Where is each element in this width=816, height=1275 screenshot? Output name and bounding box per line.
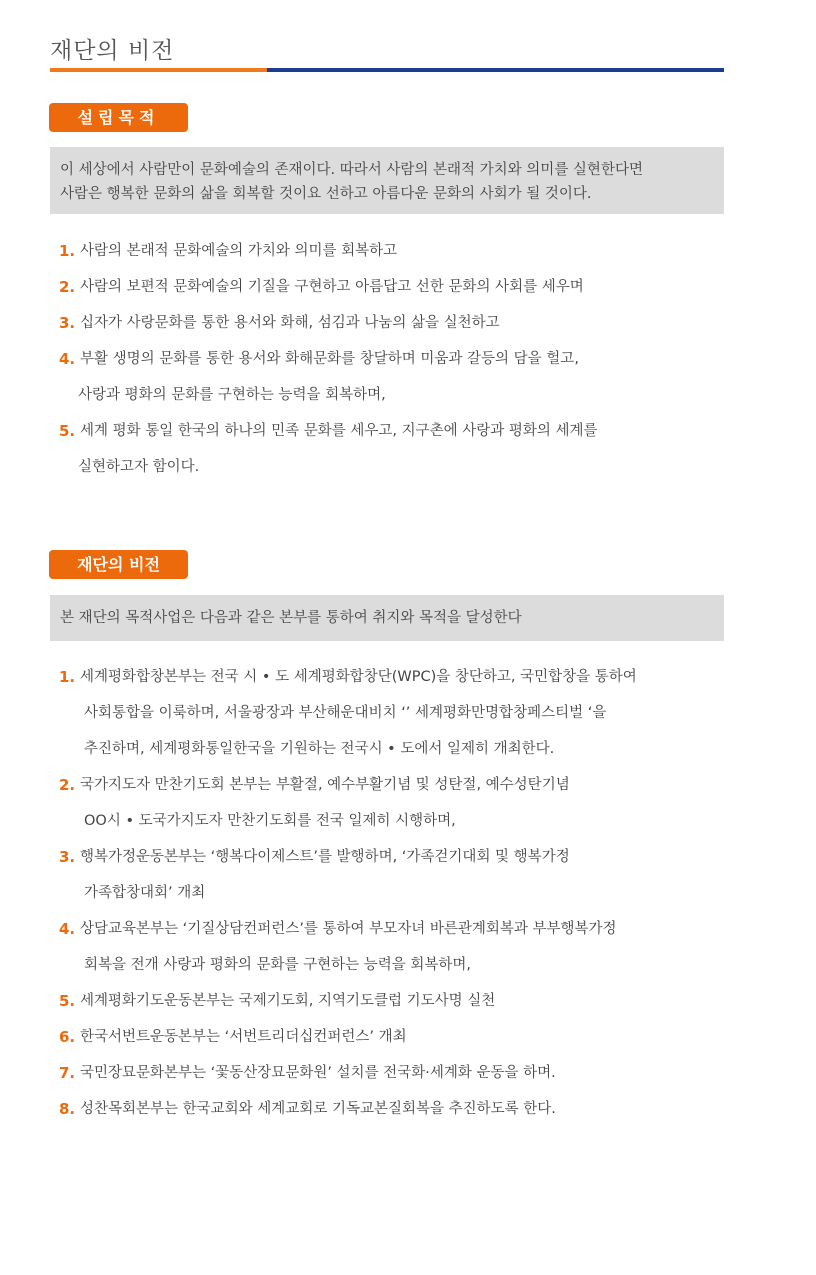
vision-item-5 xyxy=(59,988,759,1024)
item-number: 5. xyxy=(59,422,76,440)
title-underline-blue xyxy=(267,68,724,72)
purpose-list xyxy=(59,238,739,490)
vision-item-3 xyxy=(59,844,759,916)
page-title: 재단의 비전 xyxy=(50,38,175,64)
vision-item-7 xyxy=(59,1060,759,1096)
item-text: 십자가 사랑문화를 통한 용서와 화해, 섬김과 나눔의 삶을 실천하고 xyxy=(80,315,500,331)
item-text-continuation: OO시 • 도국가지도자 만찬기도회를 전국 일제히 시행하며, xyxy=(84,813,456,829)
vision-list xyxy=(59,664,759,1132)
item-number: 3. xyxy=(59,314,76,332)
item-text-continuation: 회복을 전개 사랑과 평화의 문화를 구현하는 능력을 회복하며, xyxy=(84,957,472,973)
purpose-intro-line: 이 세상에서 사람만이 문화예술의 존재이다. 따라서 사람의 본래적 가치와 의미를 실현한다면 xyxy=(60,162,643,178)
item-number: 8. xyxy=(59,1100,76,1118)
item-number: 2. xyxy=(59,278,76,296)
item-text-continuation: 사랑과 평화의 문화를 구현하는 능력을 회복하며, xyxy=(78,387,386,403)
purpose-item-3 xyxy=(59,310,739,346)
item-number: 1. xyxy=(59,668,76,686)
vision-item-1 xyxy=(59,664,759,772)
purpose-item-1 xyxy=(59,238,739,274)
item-number: 4. xyxy=(59,350,76,368)
title-underline-orange xyxy=(50,68,267,72)
purpose-item-5 xyxy=(59,418,739,490)
item-text: 국민장묘문화본부는 ‘꽃동산장묘문화원’ 설치를 전국화·세계화 운동을 하며. xyxy=(80,1065,556,1081)
purpose-item-2 xyxy=(59,274,739,310)
vision-item-8 xyxy=(59,1096,759,1132)
item-text: 성찬목회본부는 한국교회와 세계교회로 기독교본질회복을 추진하도록 한다. xyxy=(80,1101,556,1117)
purpose-item-4 xyxy=(59,346,739,418)
item-number: 6. xyxy=(59,1028,76,1046)
item-text-continuation: 실현하고자 함이다. xyxy=(78,459,200,475)
item-text-continuation: 추진하며, 세계평화통일한국을 기원하는 전국시 • 도에서 일제히 개최한다. xyxy=(84,741,555,757)
purpose-badge: 설립목적 xyxy=(49,103,188,132)
item-text: 부활 생명의 문화를 통한 용서와 화해문화를 창달하며 미움과 갈등의 담을 헐고, xyxy=(80,351,579,367)
title-underline xyxy=(50,68,724,72)
purpose-intro-line: 사람은 행복한 문화의 삶을 회복할 것이요 선하고 아름다운 문화의 사회가 될 것이다. xyxy=(60,186,592,202)
vision-intro-box xyxy=(50,595,724,641)
item-number: 3. xyxy=(59,848,76,866)
item-text: 세계 평화 통일 한국의 하나의 민족 문화를 세우고, 지구촌에 사랑과 평화의 세계를 xyxy=(80,423,598,439)
item-text: 세계평화합창본부는 전국 시 • 도 세계평화합창단(WPC)을 창단하고, 국민합창을 통하여 xyxy=(80,669,637,685)
item-text: 세계평화기도운동본부는 국제기도회, 지역기도클럽 기도사명 실천 xyxy=(80,993,496,1009)
item-text: 사람의 보편적 문화예술의 기질을 구현하고 아름답고 선한 문화의 사회를 세우며 xyxy=(80,279,584,295)
vision-intro-line: 본 재단의 목적사업은 다음과 같은 본부를 통하여 취지와 목적을 달성한다 xyxy=(60,610,522,626)
item-number: 4. xyxy=(59,920,76,938)
vision-item-2 xyxy=(59,772,759,844)
item-number: 1. xyxy=(59,242,76,260)
vision-item-6 xyxy=(59,1024,759,1060)
item-text: 국가지도자 만찬기도회 본부는 부활절, 예수부활기념 및 성탄절, 예수성탄기념 xyxy=(80,777,570,793)
purpose-intro-box xyxy=(50,147,724,214)
item-number: 2. xyxy=(59,776,76,794)
vision-badge: 재단의 비전 xyxy=(49,550,188,579)
item-number: 5. xyxy=(59,992,76,1010)
item-text-continuation: 가족합창대회’ 개최 xyxy=(84,885,206,901)
item-text: 한국서번트운동본부는 ‘서번트리더십컨퍼런스’ 개최 xyxy=(80,1029,407,1045)
item-number: 7. xyxy=(59,1064,76,1082)
item-text: 상담교육본부는 ‘기질상담컨퍼런스’를 통하여 부모자녀 바른관계회복과 부부행복가정 xyxy=(80,921,617,937)
item-text-continuation: 사회통합을 이룩하며, 서울광장과 부산해운대비치 ‘’ 세계평화만명합창페스티벌 ‘을 xyxy=(84,705,607,721)
item-text: 행복가정운동본부는 ‘행복다이제스트’를 발행하며, ‘가족걷기대회 및 행복가정 xyxy=(80,849,570,865)
item-text: 사람의 본래적 문화예술의 가치와 의미를 회복하고 xyxy=(80,243,398,259)
vision-item-4 xyxy=(59,916,759,988)
